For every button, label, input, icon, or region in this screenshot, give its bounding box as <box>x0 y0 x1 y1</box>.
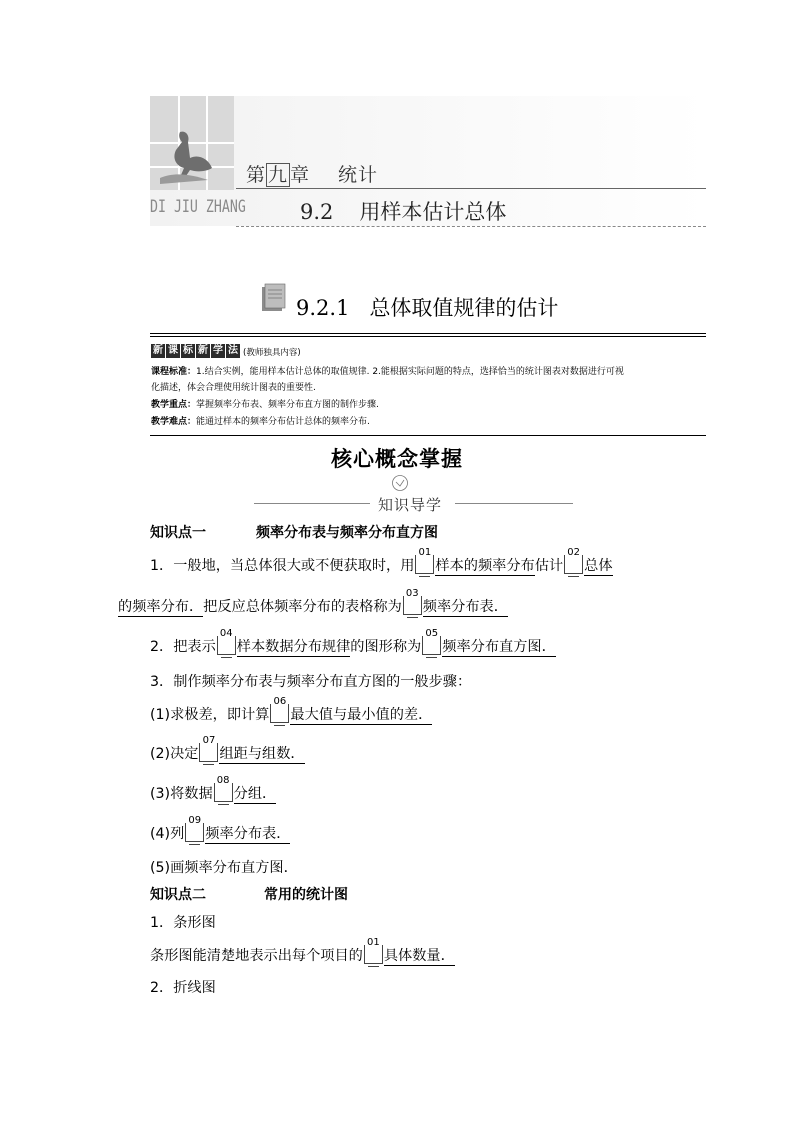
course-standard-line: 课程标准：1.结合实例，能用样本估计总体的取值规律. 2.能根据实际问题的特点，选择恰当的统计图表对数据进行可视 <box>151 367 624 377</box>
subsection-title: 9.2.1 总体取值规律的估计 <box>296 296 559 320</box>
header-dashed-rule <box>236 226 706 227</box>
answer-marker: 06 <box>270 704 289 723</box>
chapter-pinyin: DI JIU ZHANG <box>150 197 246 217</box>
teaching-focus: 教学重点：掌握频率分布表、频率分布直方图的制作步骤. <box>151 400 379 410</box>
badge: 新 <box>198 345 208 356</box>
badge: 标 <box>183 345 193 356</box>
item-1-heading: 1．条形图 <box>150 915 216 931</box>
paragraph-1: 1．一般地，当总体很大或不便获取时，用 01 样本的频率分布估计 02 总体 <box>150 547 613 574</box>
chapter-label: 第 九 章 统计 <box>246 164 379 186</box>
course-standard-line: 化描述，体会合理使用统计图表的重要性. <box>151 383 316 393</box>
step-2: (2)决定 07 组距与组数． <box>150 735 305 762</box>
answer-marker: 09 <box>185 823 204 842</box>
divider <box>254 503 370 504</box>
badge: 新 <box>153 345 163 356</box>
knowledge-guide-title: 知识导学 <box>378 496 443 514</box>
step-1: (1)求极差，即计算 06 最大值与最小值的差． <box>150 696 433 723</box>
divider <box>150 336 706 337</box>
core-concept-title: 核心概念掌握 <box>331 446 463 471</box>
knowledge-point-1-title: 知识点一 频率分布表与频率分布直方图 <box>150 525 438 541</box>
book-icon <box>260 283 286 313</box>
item-1-text: 条形图能清楚地表示出每个项目的 01 具体数量． <box>150 937 455 964</box>
answer-marker: 07 <box>199 743 218 762</box>
answer-marker: 01 <box>364 945 383 964</box>
answer-marker: 04 <box>217 636 236 655</box>
answer-marker: 05 <box>422 636 441 655</box>
crane-illustration <box>160 128 220 184</box>
answer-marker: 08 <box>214 783 233 802</box>
answer-marker: 02 <box>564 555 583 574</box>
knowledge-point-2-title: 知识点二 常用的统计图 <box>150 887 348 903</box>
step-3: (3)将数据 08 分组． <box>150 775 277 802</box>
badge: 学 <box>213 345 223 356</box>
step-4: (4)列 09 频率分布表． <box>150 815 291 842</box>
item-2-heading: 2．折线图 <box>150 980 216 996</box>
paragraph-3: 3．制作频率分布表与频率分布直方图的一般步骤： <box>150 674 472 690</box>
answer-marker: 03 <box>403 596 422 615</box>
badge: 法 <box>228 345 238 356</box>
divider <box>150 435 706 436</box>
badge: 课 <box>168 345 178 356</box>
teacher-note: (教师独具内容) <box>243 348 301 358</box>
lightbulb-icon <box>390 474 410 492</box>
teaching-difficulty: 教学难点：能通过样本的频率分布估计总体的频率分布. <box>151 417 370 427</box>
divider <box>455 503 573 504</box>
paragraph-2: 2．把表示 04 样本数据分布规律的图形称为 05 频率分布直方图． <box>150 628 556 655</box>
divider <box>150 333 706 334</box>
paragraph-1-cont: 的频率分布．把反应总体频率分布的表格称为 03 频率分布表． <box>118 588 508 615</box>
step-5: (5)画频率分布直方图． <box>150 860 298 876</box>
section-title: 9.2 用样本估计总体 <box>300 200 507 224</box>
method-badges <box>151 344 240 358</box>
header-rule <box>236 188 706 189</box>
answer-marker: 01 <box>415 555 434 574</box>
